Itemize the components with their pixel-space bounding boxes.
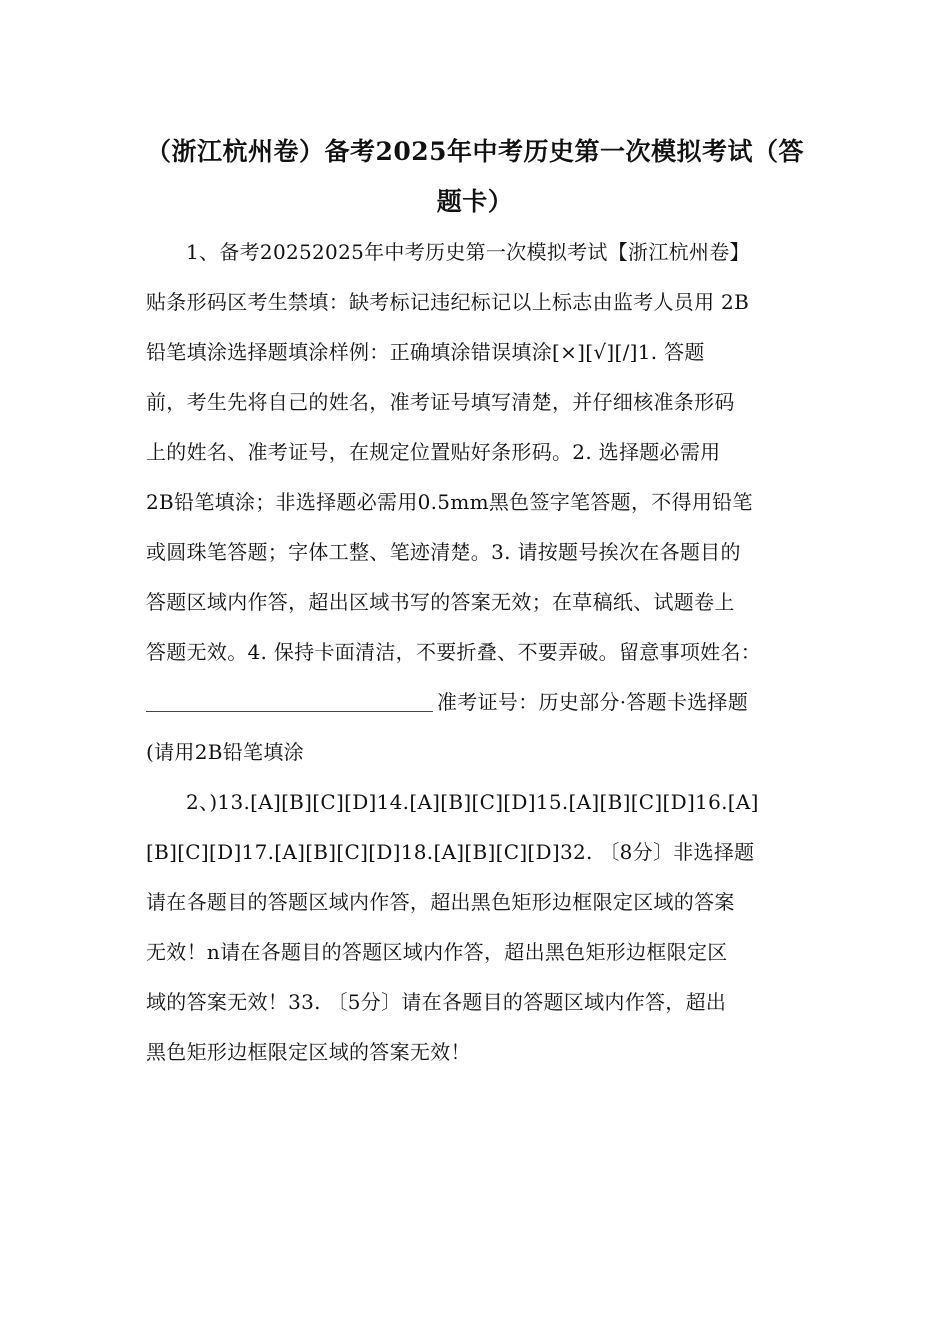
paragraph-line: 贴条形码区考生禁填：缺考标记违纪标记以上标志由监考人员用 2B: [146, 290, 750, 314]
name-blank-underline: [146, 691, 433, 712]
paragraph-line: 答题区域内作答，超出区域书写的答案无效；在草稿纸、试题卷上: [146, 590, 735, 614]
paragraph-line: 无效！n请在各题目的答题区域内作答，超出黑色矩形边框限定区: [146, 940, 728, 964]
paragraph-line: 答题无效。4. 保持卡面清洁，不要折叠、不要弄破。留意事项姓名：: [146, 640, 762, 664]
paragraph-line: (请用2B铅笔填涂: [146, 740, 304, 764]
paragraph-line: 2B铅笔填涂；非选择题必需用0.5mm黑色签字笔答题，不得用铅笔: [146, 490, 753, 514]
paragraph-line: 铅笔填涂选择题填涂样例：正确填涂错误填涂[×][√][/]1. 答题: [146, 340, 705, 364]
paragraph-line: [B][C][D]17.[A][B][C][D]18.[A][B][C][D]32. 〔8分〕非选择题: [146, 840, 755, 864]
paragraph-line: 2、)13.[A][B][C][D]14.[A][B][C][D]15.[A][B][C][D]16.[A]: [186, 790, 759, 814]
paragraph-line-text: 准考证号：历史部分·答题卡选择题: [437, 690, 749, 714]
document-title-line-1: （浙江杭州卷）备考2025年中考历史第一次模拟考试（答: [145, 137, 805, 166]
paragraph-line: 域的答案无效！33. 〔5分〕请在各题目的答题区域内作答，超出: [146, 990, 727, 1014]
paragraph-line: 请在各题目的答题区域内作答，超出黑色矩形边框限定区域的答案: [146, 890, 735, 914]
name-exam-number-line: [146, 691, 748, 713]
paragraph-line: 1、备考20252025年中考历史第一次模拟考试【浙江杭州卷】: [186, 240, 750, 264]
paragraph-line: 前，考生先将自己的姓名，准考证号填写清楚，并仔细核准条形码: [146, 390, 735, 414]
paragraph-line: 上的姓名、准考证号，在规定位置贴好条形码。2. 选择题必需用: [146, 440, 721, 464]
paragraph-line: 或圆珠笔答题；字体工整、笔迹清楚。3. 请按题号挨次在各题目的: [146, 540, 741, 564]
document-title-line-2: 题卡）: [436, 187, 514, 216]
paragraph-line: 黑色矩形边框限定区域的答案无效！: [146, 1040, 471, 1064]
